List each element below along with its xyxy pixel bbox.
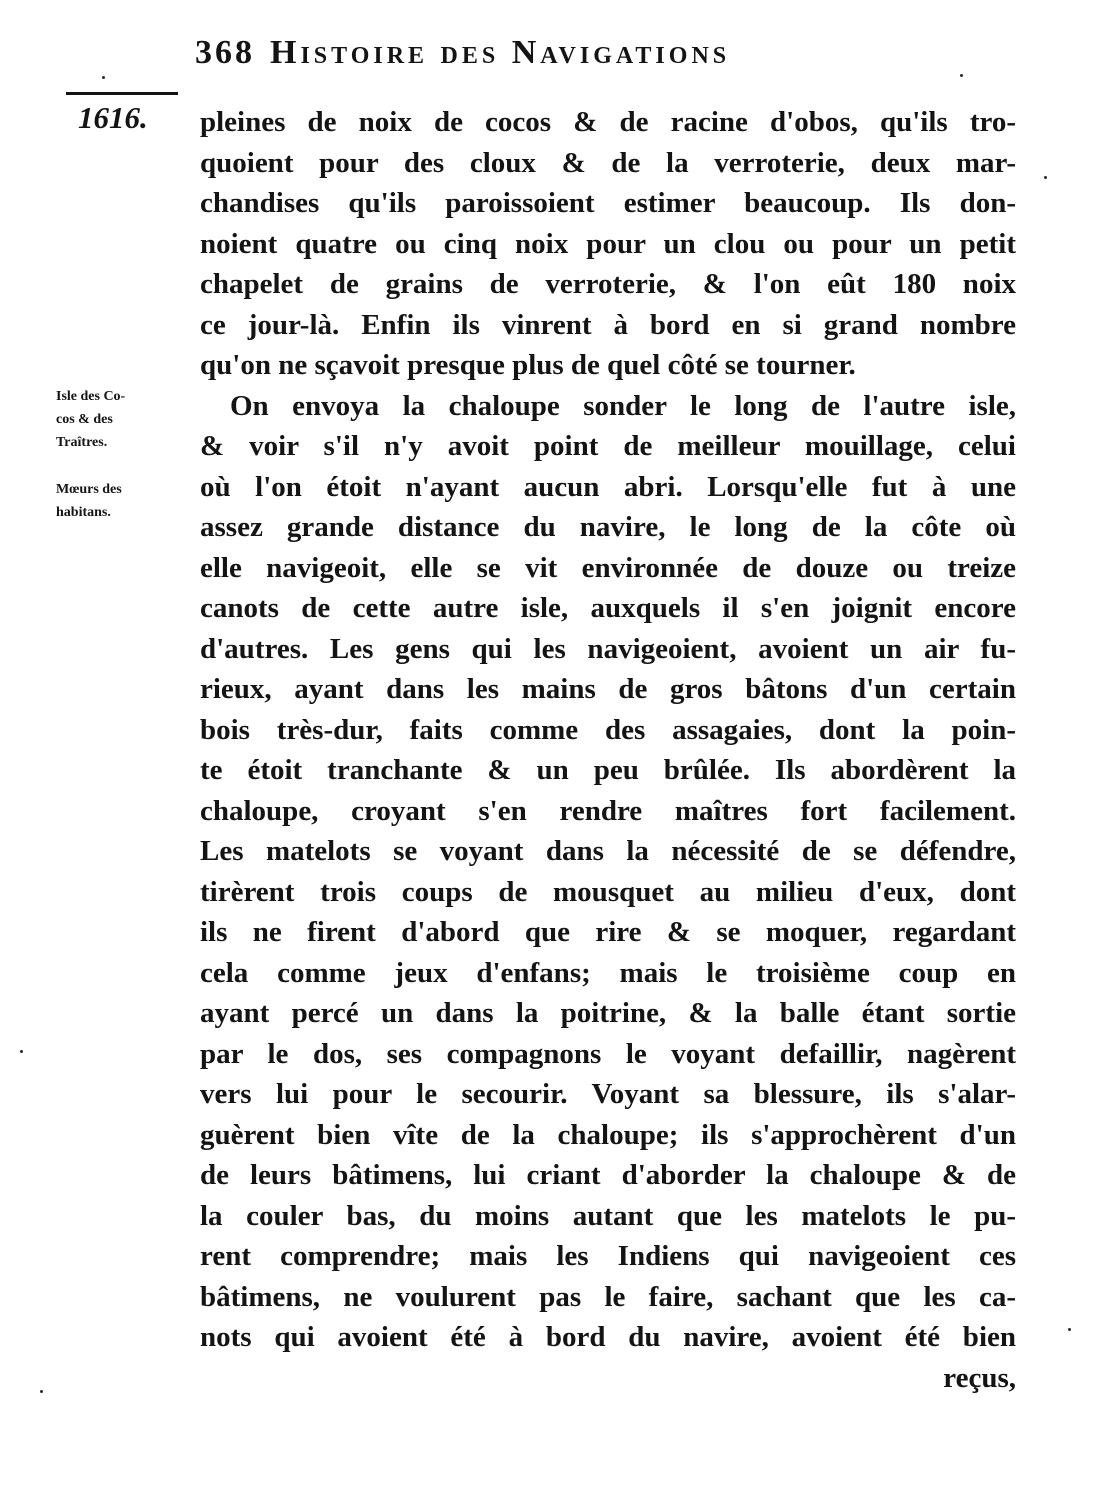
- text-line: chapelet de grains de verroterie, & l'on eût 180 noix: [200, 268, 1016, 300]
- text-line: ce jour-là. Enfin ils vinrent à bord en si grand nombre: [200, 308, 1016, 341]
- body-text: [200, 102, 1016, 1398]
- scan-speck: [40, 1390, 43, 1393]
- margin-note-line: cos & des: [56, 412, 113, 427]
- text-line: rent comprendre; mais les Indiens qui navigeoient ces: [200, 1240, 1016, 1272]
- text-line: nots qui avoient été à bord du navire, avoient été bien: [200, 1321, 1016, 1353]
- margin-note-moeurs: [56, 478, 184, 524]
- text-line: quoient pour des cloux & de la verroterie, deux mar-: [200, 146, 1016, 179]
- scan-speck: [1068, 1328, 1071, 1331]
- text-line: bâtimens, ne voulurent pas le faire, sachant que les ca-: [200, 1280, 1016, 1313]
- scan-speck: [960, 74, 963, 77]
- text-line: pleines de noix de cocos & de racine d'obos, qu'ils tro-: [200, 106, 1016, 138]
- catchword: reçus,: [943, 1361, 1016, 1394]
- text-line: cela comme jeux d'enfans; mais le troisième coup en: [200, 956, 1016, 989]
- text-line: qu'on ne sçavoit presque plus de quel côté se tourner.: [200, 349, 856, 381]
- text-line: de leurs bâtimens, lui criant d'aborder la chaloupe & de: [200, 1159, 1016, 1191]
- margin-note-line: Traîtres.: [56, 435, 108, 450]
- scan-speck: [102, 76, 105, 79]
- text-line: d'autres. Les gens qui les navigeoient, avoient un air fu-: [200, 632, 1016, 665]
- text-line: vers lui pour le secourir. Voyant sa blessure, ils s'alar-: [200, 1078, 1016, 1110]
- text-line: chaloupe, croyant s'en rendre maîtres fort facilement.: [200, 794, 1016, 827]
- text-line: & voir s'il n'y avoit point de meilleur mouillage, celui: [200, 430, 1016, 462]
- text-line: ayant percé un dans la poitrine, & la balle étant sortie: [200, 997, 1016, 1029]
- text-line: te étoit tranchante & un peu brûlée. Ils abordèrent la: [200, 754, 1016, 786]
- scan-speck: [20, 1050, 23, 1053]
- text-line: guèrent bien vîte de la chaloupe; ils s'approchèrent d'un: [200, 1118, 1016, 1151]
- margin-note-line: habitans.: [56, 505, 111, 520]
- text-line: par le dos, ses compagnons le voyant defaillir, nagèrent: [200, 1037, 1016, 1070]
- margin-year: 1616.: [78, 100, 148, 135]
- text-line: elle navigeoit, elle se vit environnée de douze ou treize: [200, 551, 1016, 584]
- text-line: bois très-dur, faits comme des assagaies, dont la poin-: [200, 713, 1016, 746]
- text-line: tirèrent trois coups de mousquet au milieu d'eux, dont: [200, 875, 1016, 908]
- page-number: 368: [195, 34, 255, 71]
- text-line: la couler bas, du moins autant que les matelots le pu-: [200, 1199, 1016, 1232]
- margin-note-line: Isle des Co-: [56, 389, 126, 404]
- text-line: Les matelots se voyant dans la nécessité de se défendre,: [200, 835, 1016, 867]
- text-line: où l'on étoit n'ayant aucun abri. Lorsqu'elle fut à une: [200, 470, 1016, 503]
- text-line: ils ne firent d'abord que rire & se moquer, regardant: [200, 916, 1016, 948]
- text-line: On envoya la chaloupe sonder le long de l'autre isle,: [230, 389, 1016, 422]
- page-header: [195, 32, 1015, 82]
- text-line: noient quatre ou cinq noix pour un clou ou pour un petit: [200, 227, 1016, 260]
- margin-note-isle: [56, 385, 184, 454]
- running-title: Histoire des Navigations: [270, 34, 731, 71]
- text-line: rieux, ayant dans les mains de gros bâtons d'un certain: [200, 673, 1016, 705]
- text-line: assez grande distance du navire, le long de la côte où: [200, 511, 1016, 543]
- text-line: chandises qu'ils paroissoient estimer beaucoup. Ils don-: [200, 187, 1016, 219]
- margin-note-line: Mœurs des: [56, 482, 122, 497]
- year-rule: [66, 92, 178, 95]
- scan-speck: [1044, 176, 1047, 179]
- text-line: canots de cette autre isle, auxquels il s'en joignit encore: [200, 592, 1016, 624]
